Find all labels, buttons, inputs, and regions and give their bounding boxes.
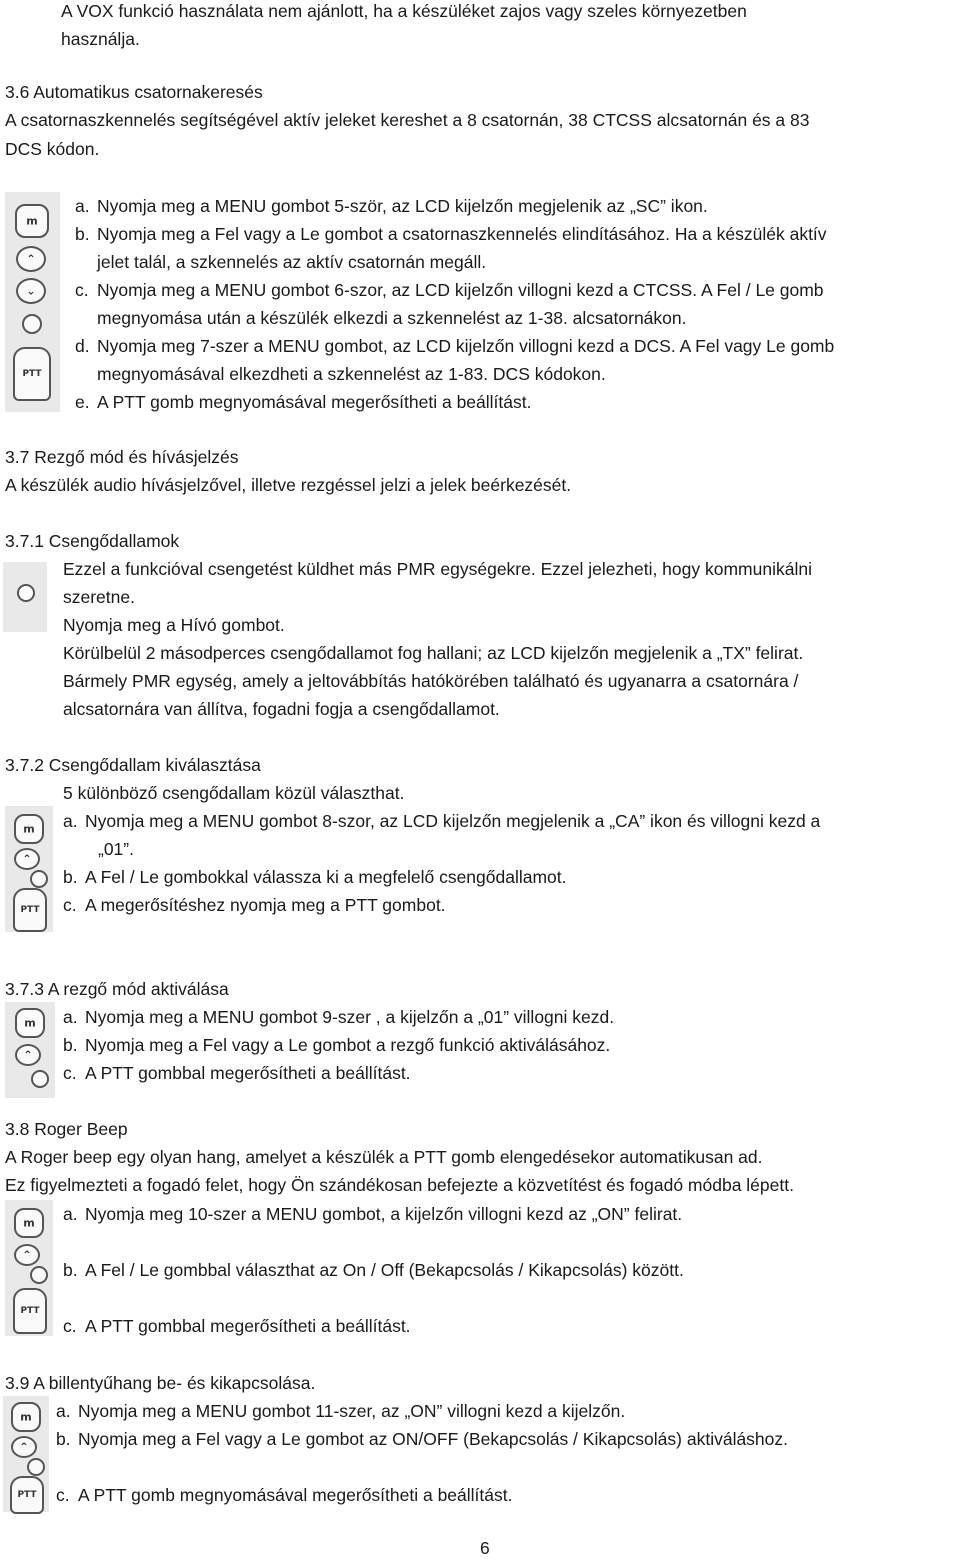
section-3-7-1-line-3: Nyomja meg a Hívó gombot. xyxy=(63,615,285,635)
page-number: 6 xyxy=(480,1538,490,1558)
step-3-6-a: a. Nyomja meg a MENU gombot 5-ször, az LCD kijelzőn megjelenik az „SC” ikon. xyxy=(75,196,708,216)
button-sequence-panel-3 xyxy=(5,1002,55,1098)
step-3-6-c: c. Nyomja meg a MENU gombot 6-szor, az LCD kijelzőn villogni kezd a CTCSS. A Fel / Le gomb xyxy=(75,280,824,300)
ptt-button-icon: PTT xyxy=(13,1288,47,1334)
menu-button-icon: m xyxy=(14,814,44,844)
menu-button-icon: m xyxy=(15,204,49,238)
step-3-9-b: b. Nyomja meg a Fel vagy a Le gombot az ON/OFF (Bekapcsolás / Kikapcsolás) aktiváláshoz. xyxy=(56,1429,789,1449)
intro-line-2: használja. xyxy=(61,29,140,49)
section-3-7-2-title: 3.7.2 Csengődallam kiválasztása xyxy=(5,755,261,775)
section-3-7-1-line-2: szeretne. xyxy=(63,587,135,607)
ptt-button-icon: PTT xyxy=(13,888,47,932)
section-3-7-1-line-5: Bármely PMR egység, amely a jeltovábbítás hatókörében található és ugyanarra a csatornára / xyxy=(63,671,799,691)
step-3-8-b: b. A Fel / Le gombbal választhat az On / Off (Bekapcsolás / Kikapcsolás) között. xyxy=(63,1260,684,1280)
down-button-icon xyxy=(30,870,48,888)
down-button-icon xyxy=(27,1458,45,1476)
section-3-6-paragraph-1: A csatornaszkennelés segítségével aktív jeleket kereshet a 8 csatornán, 38 CTCSS alcsatornán és a 83 xyxy=(5,110,810,130)
step-3-7-3-b: b. Nyomja meg a Fel vagy a Le gombot a rezgő funkció aktiválásához. xyxy=(63,1035,611,1055)
section-3-9-title: 3.9 A billentyűhang be- és kikapcsolása. xyxy=(5,1373,316,1393)
section-3-8-title: 3.8 Roger Beep xyxy=(5,1119,128,1139)
section-3-7-title: 3.7 Rezgő mód és hívásjelzés xyxy=(5,447,239,467)
step-3-8-a: a. Nyomja meg 10-szer a MENU gombot, a kijelzőn villogni kezd az „ON” felirat. xyxy=(63,1204,683,1224)
step-3-7-2-a: a. Nyomja meg a MENU gombot 8-szor, az LCD kijelzőn megjelenik a „CA” ikon és villogni kezd a xyxy=(63,811,821,831)
step-3-6-e: e. A PTT gomb megnyomásával megerősítheti a beállítást. xyxy=(75,392,532,412)
section-3-6-title: 3.6 Automatikus csatornakeresés xyxy=(5,82,263,102)
step-3-6-b: b. Nyomja meg a Fel vagy a Le gombot a csatornaszkennelés elindításához. Ha a készülék aktív xyxy=(75,224,827,244)
down-button-icon xyxy=(30,1266,48,1284)
section-3-7-1-line-6: alcsatornára van állítva, fogadni fogja a csengődallamot. xyxy=(63,699,500,719)
section-3-7-3-title: 3.7.3 A rezgő mód aktiválása xyxy=(5,979,229,999)
section-3-7-2-intro: 5 különböző csengődallam közül választhat. xyxy=(63,783,405,803)
menu-button-icon: m xyxy=(14,1208,44,1238)
up-button-icon: ⌃ xyxy=(14,1244,40,1266)
call-button-panel xyxy=(3,562,47,632)
step-3-7-3-c: c. A PTT gombbal megerősítheti a beállítást. xyxy=(63,1063,411,1083)
step-3-6-c-cont: megnyomása után a készülék elkezdi a szkennelést az 1-38. alcsatornákon. xyxy=(97,308,687,328)
section-3-7-1-line-1: Ezzel a funkcióval csengetést küldhet más PMR egységekre. Ezzel jelezheti, hogy kommunikálni xyxy=(63,559,812,579)
menu-button-icon: m xyxy=(11,1402,41,1432)
button-sequence-panel-4 xyxy=(5,1200,53,1336)
step-3-7-2-c: c. A megerősítéshez nyomja meg a PTT gombot. xyxy=(63,895,446,915)
section-3-8-paragraph-2: Ez figyelmezteti a fogadó felet, hogy Ön szándékosan befejezte a közvetítést és fogadó módba lépett. xyxy=(5,1175,794,1195)
step-3-6-d: d. Nyomja meg 7-szer a MENU gombot, az LCD kijelzőn villogni kezd a DCS. A Fel vagy Le gomb xyxy=(75,336,835,356)
up-button-icon: ⌃ xyxy=(15,1044,41,1066)
intro-line-1: A VOX funkció használata nem ajánlott, ha a készüléket zajos vagy szeles környezetben xyxy=(61,1,747,21)
section-3-7-1-line-4: Körülbelül 2 másodperces csengődallamot fog hallani; az LCD kijelzőn megjelenik a „TX” felirat. xyxy=(63,643,804,663)
section-3-8-paragraph-1: A Roger beep egy olyan hang, amelyet a készülék a PTT gomb elengedésekor automatikusan ad. xyxy=(5,1147,763,1167)
call-button-icon xyxy=(17,584,35,602)
up-button-icon: ⌃ xyxy=(16,246,46,272)
button-sequence-panel-5 xyxy=(3,1396,49,1512)
up-button-icon: ⌃ xyxy=(14,848,40,870)
ptt-button-icon: PTT xyxy=(10,1476,44,1514)
step-3-7-2-a-cont: „01”. xyxy=(98,839,134,859)
ptt-button-icon: PTT xyxy=(13,347,51,401)
up-button-icon: ⌃ xyxy=(11,1436,37,1458)
button-sequence-panel xyxy=(5,192,60,412)
step-3-6-d-cont: megnyomásával elkezdheti a szkennelést az 1-83. DCS kódokon. xyxy=(97,364,606,384)
menu-button-icon: m xyxy=(15,1008,45,1038)
step-3-8-c: c. A PTT gombbal megerősítheti a beállítást. xyxy=(63,1316,411,1336)
section-3-7-1-title: 3.7.1 Csengődallamok xyxy=(5,531,180,551)
step-3-6-b-cont: jelet talál, a szkennelés az aktív csatornán megáll. xyxy=(97,252,487,272)
section-3-6-paragraph-2: DCS kódon. xyxy=(5,139,100,159)
step-3-9-a: a. Nyomja meg a MENU gombot 11-szer, az „ON” villogni kezd a kijelzőn. xyxy=(56,1401,626,1421)
down-button-icon xyxy=(31,1070,49,1088)
step-3-7-3-a: a. Nyomja meg a MENU gombot 9-szer , a kijelzőn a „01” villogni kezd. xyxy=(63,1007,615,1027)
section-3-7-paragraph: A készülék audio hívásjelzővel, illetve rezgéssel jelzi a jelek beérkezését. xyxy=(5,475,572,495)
small-button-icon xyxy=(22,314,42,334)
button-sequence-panel-2 xyxy=(5,806,53,932)
step-3-7-2-b: b. A Fel / Le gombokkal válassza ki a megfelelő csengődallamot. xyxy=(63,867,567,887)
down-button-icon: ⌄ xyxy=(16,278,46,304)
step-3-9-c: c. A PTT gomb megnyomásával megerősítheti a beállítást. xyxy=(56,1485,513,1505)
